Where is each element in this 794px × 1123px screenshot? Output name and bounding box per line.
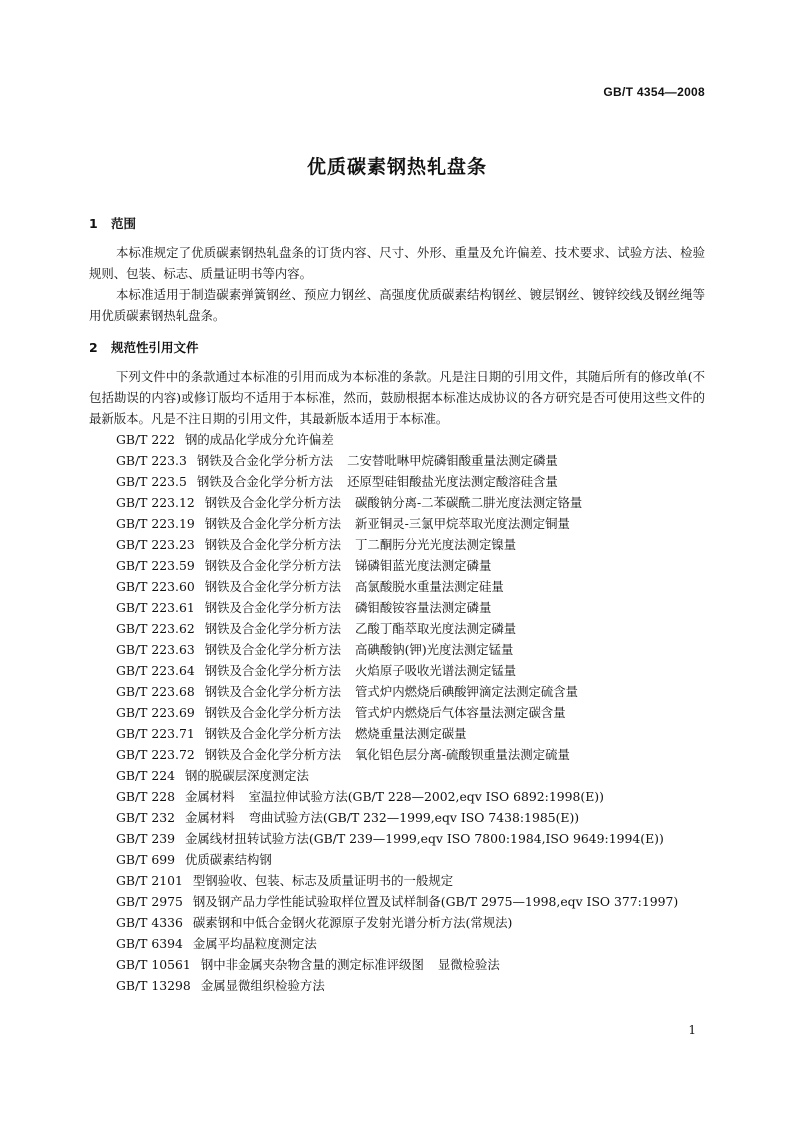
section-2-heading <box>89 337 705 358</box>
reference-item <box>89 534 705 555</box>
reference-item <box>89 513 705 534</box>
reference-subtitle: 高碘酸钠(钾)光度法测定锰量 <box>355 642 514 657</box>
reference-subtitle: 丁二酮肟分光光度法测定镍量 <box>355 537 517 552</box>
reference-title: 钢及钢产品力学性能试验取样位置及试样制备(GB/T 2975—1998,eqv ISO 377:1997) <box>192 894 679 909</box>
reference-title: 钢的成品化学成分允许偏差 <box>185 432 334 447</box>
reference-item <box>89 450 705 471</box>
reference-title: 钢的脱碳层深度测定法 <box>185 768 309 783</box>
reference-code: GB/T 223.64 <box>116 663 195 678</box>
reference-subtitle: 锑磷钼蓝光度法测定磷量 <box>355 558 492 573</box>
reference-subtitle: 火焰原子吸收光谱法测定锰量 <box>355 663 517 678</box>
reference-item <box>89 807 705 828</box>
reference-title: 金属显微组织检验方法 <box>200 978 325 993</box>
reference-item <box>89 576 705 597</box>
reference-item <box>89 555 705 576</box>
reference-title: 钢铁及合金化学分析方法 <box>204 663 342 678</box>
reference-subtitle: 燃烧重量法测定碳量 <box>355 726 467 741</box>
scope-paragraph: 本标准规定了优质碳素钢热轧盘条的订货内容、尺寸、外形、重量及允许偏差、技术要求、试验方法、检验规则、包装、标志、质量证明书等内容。 <box>89 245 705 281</box>
reference-code: GB/T 224 <box>116 768 176 783</box>
document-body <box>89 213 705 996</box>
reference-title: 金属材料 <box>185 810 235 825</box>
reference-code: GB/T 222 <box>116 432 176 447</box>
reference-title: 优质碳素结构钢 <box>185 852 272 867</box>
reference-code: GB/T 4336 <box>116 915 183 930</box>
reference-code: GB/T 223.63 <box>116 642 195 657</box>
reference-item <box>89 975 705 996</box>
reference-subtitle: 管式炉内燃烧后气体容量法测定碳含量 <box>355 705 566 720</box>
reference-title: 钢铁及合金化学分析方法 <box>196 474 334 489</box>
reference-title: 金属线材扭转试验方法(GB/T 239—1999,eqv ISO 7800:1984,ISO 9649:1994(E)) <box>185 831 664 846</box>
reference-code: GB/T 699 <box>116 852 176 867</box>
reference-item <box>89 660 705 681</box>
reference-title: 金属材料 <box>185 789 235 804</box>
reference-title: 钢铁及合金化学分析方法 <box>204 621 342 636</box>
reference-item <box>89 744 705 765</box>
document-title: 优质碳素钢热轧盘条 <box>306 156 487 178</box>
page-number: 1 <box>688 1023 696 1037</box>
reference-code: GB/T 223.68 <box>116 684 195 699</box>
reference-title: 钢铁及合金化学分析方法 <box>204 726 342 741</box>
reference-item <box>89 828 705 849</box>
reference-code: GB/T 223.72 <box>116 747 195 762</box>
reference-code: GB/T 2975 <box>116 894 183 909</box>
reference-title: 钢铁及合金化学分析方法 <box>204 642 342 657</box>
reference-title: 钢铁及合金化学分析方法 <box>204 495 342 510</box>
reference-code: GB/T 223.12 <box>116 495 195 510</box>
reference-code: GB/T 13298 <box>116 978 191 993</box>
section-number: 1 <box>89 216 98 231</box>
reference-code: GB/T 2101 <box>116 873 183 888</box>
reference-item <box>89 618 705 639</box>
reference-item <box>89 954 705 975</box>
references-intro: 下列文件中的条款通过本标准的引用而成为本标准的条款。凡是注日期的引用文件，其随后所有的修改单(不包括勘误的内容)或修订版均不适用于本标准，然而，鼓励根据本标准达成协议的各方研究是否可使用这些文件的最新版本。凡是不注日期的引用文件，其最新版本适用于本标准。 <box>89 369 705 426</box>
scope-paragraph: 本标准适用于制造碳素弹簧钢丝、预应力钢丝、高强度优质碳素结构钢丝、镀层钢丝、镀锌绞线及钢丝绳等用优质碳素钢热轧盘条。 <box>89 287 705 323</box>
reference-subtitle: 二安替吡啉甲烷磷钼酸重量法测定磷量 <box>347 453 558 468</box>
reference-code: GB/T 223.3 <box>116 453 187 468</box>
reference-code: GB/T 223.61 <box>116 600 195 615</box>
reference-code: GB/T 232 <box>116 810 176 825</box>
reference-item <box>89 765 705 786</box>
reference-code: GB/T 223.19 <box>116 516 195 531</box>
reference-title: 钢铁及合金化学分析方法 <box>204 537 342 552</box>
reference-subtitle: 显微检验法 <box>437 957 500 972</box>
reference-item <box>89 429 705 450</box>
reference-code: GB/T 223.62 <box>116 621 195 636</box>
reference-title: 钢铁及合金化学分析方法 <box>204 558 342 573</box>
reference-code: GB/T 10561 <box>116 957 191 972</box>
reference-title: 碳素钢和中低合金钢火花源原子发射光谱分析方法(常规法) <box>192 915 513 930</box>
reference-title: 钢铁及合金化学分析方法 <box>204 705 342 720</box>
reference-item <box>89 891 705 912</box>
reference-item <box>89 933 705 954</box>
reference-subtitle: 碳酸钠分离-二苯碳酰二肼光度法测定铬量 <box>355 495 583 510</box>
reference-item <box>89 723 705 744</box>
reference-title: 钢铁及合金化学分析方法 <box>196 453 334 468</box>
reference-subtitle: 室温拉伸试验方法(GB/T 228—2002,eqv ISO 6892:1998(E)) <box>248 789 604 804</box>
section-title: 规范性引用文件 <box>111 340 199 355</box>
section-number: 2 <box>89 340 98 355</box>
reference-item <box>89 702 705 723</box>
reference-subtitle: 管式炉内燃烧后碘酸钾滴定法测定硫含量 <box>355 684 579 699</box>
reference-title: 型钢验收、包装、标志及质量证明书的一般规定 <box>192 873 454 888</box>
reference-subtitle: 高氯酸脱水重量法测定硅量 <box>355 579 504 594</box>
reference-title: 钢中非金属夹杂物含量的测定标准评级图 <box>200 957 424 972</box>
reference-item <box>89 639 705 660</box>
reference-code: GB/T 239 <box>116 831 176 846</box>
reference-title: 金属平均晶粒度测定法 <box>192 936 317 951</box>
reference-item <box>89 681 705 702</box>
reference-item <box>89 597 705 618</box>
reference-title: 钢铁及合金化学分析方法 <box>204 579 342 594</box>
reference-subtitle: 还原型硅钼酸盐光度法测定酸溶硅含量 <box>347 474 558 489</box>
standard-code: GB/T 4354—2008 <box>603 85 705 99</box>
reference-code: GB/T 223.23 <box>116 537 195 552</box>
reference-code: GB/T 6394 <box>116 936 183 951</box>
reference-code: GB/T 223.60 <box>116 579 195 594</box>
reference-title: 钢铁及合金化学分析方法 <box>204 747 342 762</box>
reference-subtitle: 氧化铝色层分离-硫酸钡重量法测定硫量 <box>355 747 570 762</box>
reference-list <box>89 429 705 996</box>
reference-item <box>89 786 705 807</box>
reference-code: GB/T 228 <box>116 789 176 804</box>
reference-code: GB/T 223.5 <box>116 474 187 489</box>
reference-title: 钢铁及合金化学分析方法 <box>204 516 342 531</box>
reference-item <box>89 471 705 492</box>
reference-subtitle: 弯曲试验方法(GB/T 232—1999,eqv ISO 7438:1985(E)) <box>248 810 580 825</box>
reference-item <box>89 912 705 933</box>
reference-code: GB/T 223.69 <box>116 705 195 720</box>
reference-item <box>89 870 705 891</box>
reference-item <box>89 849 705 870</box>
reference-title: 钢铁及合金化学分析方法 <box>204 684 342 699</box>
reference-item <box>89 492 705 513</box>
reference-subtitle: 磷钼酸铵容量法测定磷量 <box>355 600 492 615</box>
reference-title: 钢铁及合金化学分析方法 <box>204 600 342 615</box>
reference-subtitle: 乙酸丁酯萃取光度法测定磷量 <box>355 621 517 636</box>
section-title: 范围 <box>111 216 137 231</box>
reference-code: GB/T 223.71 <box>116 726 195 741</box>
reference-subtitle: 新亚铜灵-三氯甲烷萃取光度法测定铜量 <box>355 516 570 531</box>
reference-code: GB/T 223.59 <box>116 558 195 573</box>
section-1-heading <box>89 213 705 234</box>
